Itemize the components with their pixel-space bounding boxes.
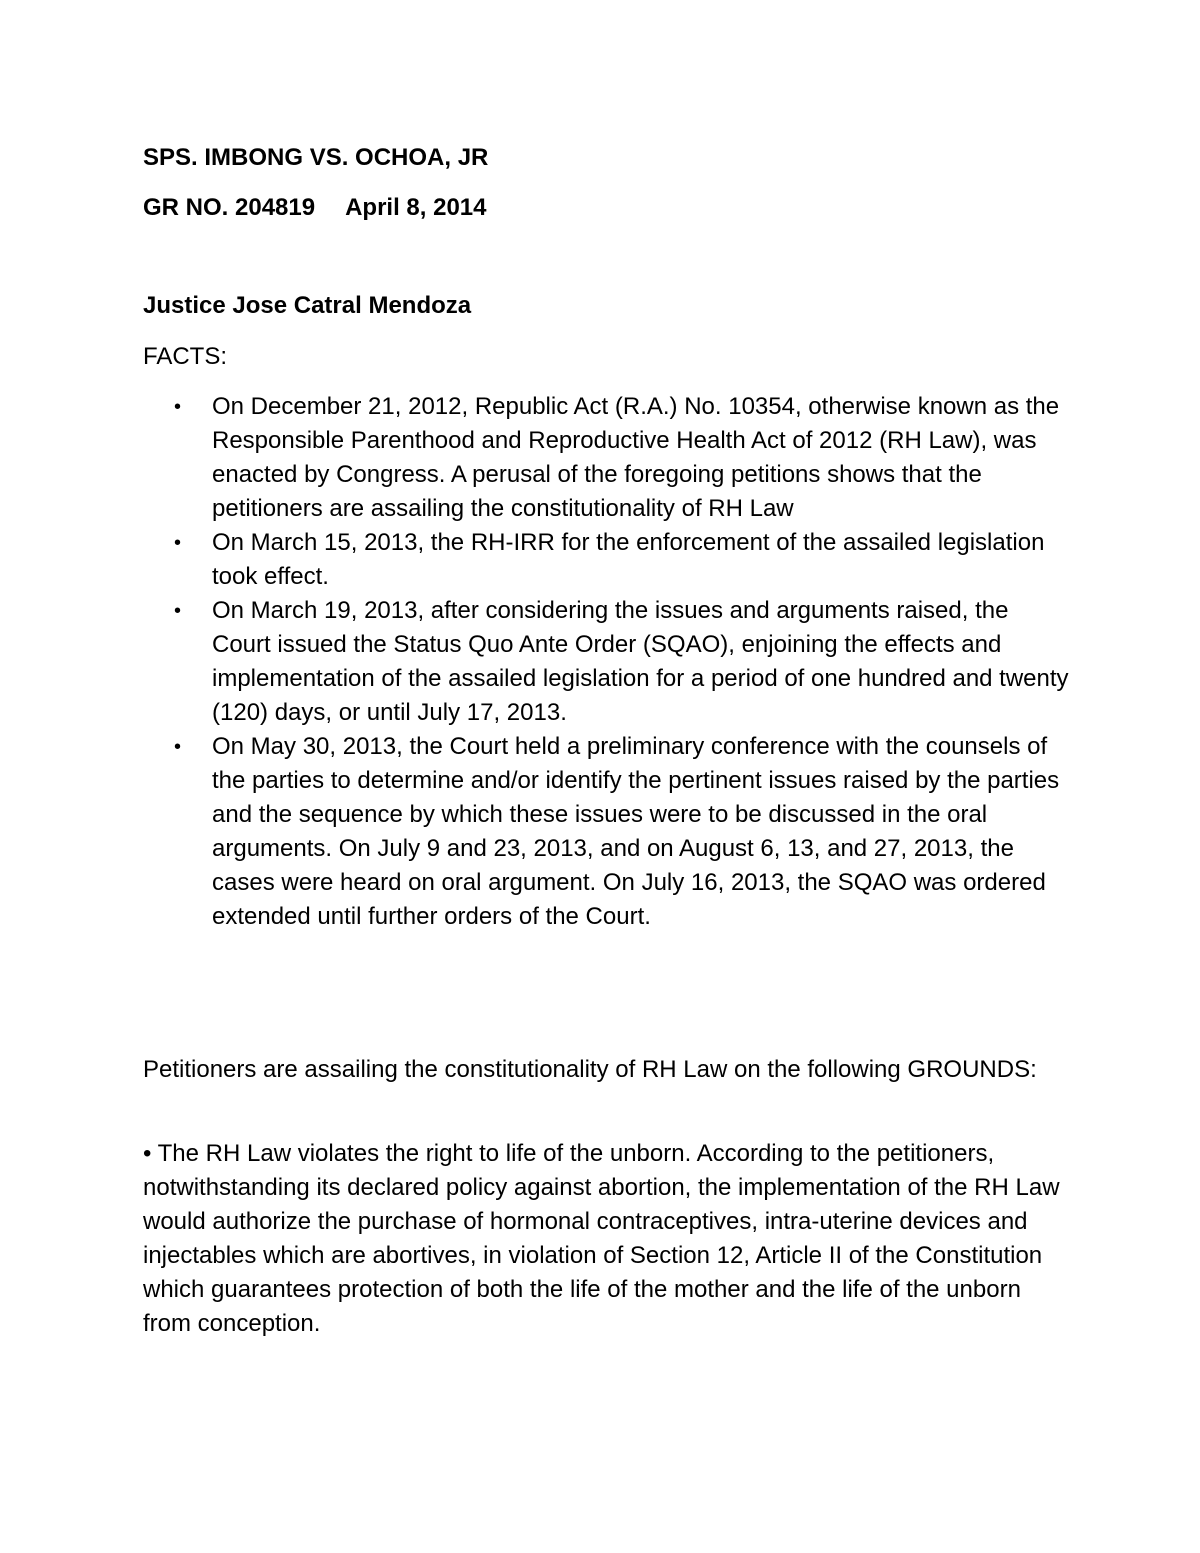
fact-text: On December 21, 2012, Republic Act (R.A.) No. 10354, otherwise known as the Responsible Parenthood and Reproductive Health Act of 2012 (RH Law), was enacted by Congress. A perusal of the foregoing petitions shows that the petitioners are assailing the constitutionality of RH Law — [212, 393, 1060, 522]
facts-list — [143, 390, 1073, 934]
case-number-line — [143, 193, 487, 223]
facts-list-item — [143, 730, 1073, 934]
gr-number: GR NO. 204819 — [143, 194, 316, 221]
decision-date: April 8, 2014 — [345, 194, 487, 221]
bullet-icon: • — [174, 600, 182, 622]
facts-list-item — [143, 594, 1073, 730]
bullet-icon: • — [174, 736, 182, 758]
grounds-intro: Petitioners are assailing the constitutionality of RH Law on the following GROUNDS: — [143, 1056, 1037, 1083]
bullet-icon: • — [174, 396, 182, 418]
fact-text: On March 19, 2013, after considering the issues and arguments raised, the Court issued the Status Quo Ante Order (SQAO), enjoining the effects and implementation of the assailed legislation for a period of one hundred and twenty (120) days, or until July 17, 2013. — [212, 597, 1069, 726]
fact-text: On March 15, 2013, the RH-IRR for the enforcement of the assailed legislation took effect. — [212, 529, 1045, 590]
ground-item: • The RH Law violates the right to life of the unborn. According to the petitioners, notwithstanding its declared policy against abortion, the implementation of the RH Law would authorize the purchase of hormonal contraceptives, intra-uterine devices and injectables which are abortives, in violation of Section 12, Article II of the Constitution which guarantees protection of both the life of the mother and the life of the unborn from conception. — [143, 1140, 1060, 1337]
bullet-icon: • — [174, 532, 182, 554]
facts-list-item — [143, 526, 1073, 594]
case-title: SPS. IMBONG VS. OCHOA, JR — [143, 144, 489, 171]
fact-text: On May 30, 2013, the Court held a preliminary conference with the counsels of the parties to determine and/or identify the pertinent issues raised by the parties and the sequence by which these issues were to be discussed in the oral arguments. On July 9 and 23, 2013, and on August 6, 13, and 27, 2013, the cases were heard on oral argument. On July 16, 2013, the SQAO was ordered extended until further orders of the Court. — [212, 733, 1060, 930]
facts-list-item — [143, 390, 1073, 526]
ponente: Justice Jose Catral Mendoza — [143, 292, 472, 319]
facts-heading: FACTS: — [143, 343, 228, 370]
